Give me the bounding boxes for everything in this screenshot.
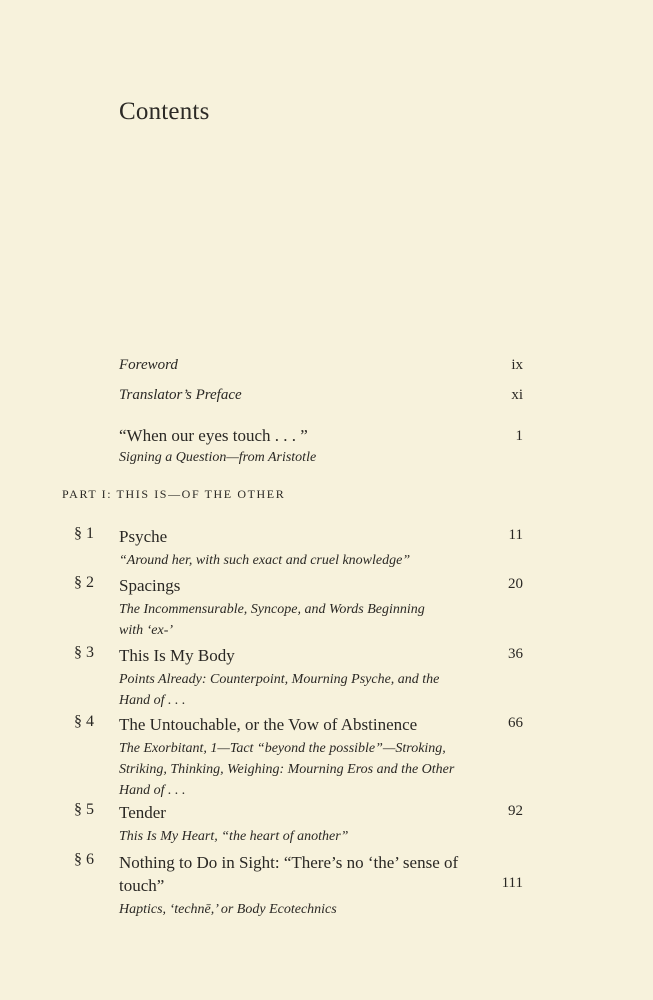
toc-entry-title: Foreword [119, 357, 178, 373]
section-number: § 3 [74, 644, 94, 661]
toc-page-number: 1 [515, 428, 523, 444]
toc-entry-title: Tender [119, 803, 166, 822]
part-heading: PART I: THIS IS—OF THE OTHER [62, 487, 286, 501]
toc-entry-subtitle: The Incommensurable, Syncope, and Words Beginning with ‘ex-’ [119, 602, 425, 638]
toc-page-number: xi [511, 387, 523, 403]
section-number: § 6 [74, 851, 94, 868]
toc-page-number: 20 [508, 576, 523, 592]
toc-page-number: 66 [508, 715, 523, 731]
toc-entry-subtitle: “Around her, with such exact and cruel knowledge” [119, 553, 411, 568]
toc-foreword [119, 357, 523, 374]
toc-page-number: 111 [501, 875, 523, 891]
section-number: § 1 [74, 525, 94, 542]
section-number: § 2 [74, 574, 94, 591]
toc-entry-subtitle: The Exorbitant, 1—Tact “beyond the possible”—Stroking, Striking, Thinking, Weighing: Mourning Eros and the Other Hand of . . . [119, 741, 455, 798]
toc-entry-title: Translator’s Preface [119, 387, 242, 403]
toc-translators-preface [119, 387, 523, 404]
section-number: § 5 [74, 801, 94, 818]
toc-page-number: ix [511, 357, 523, 373]
toc-page-number: 36 [508, 646, 523, 662]
toc-entry-subtitle: Signing a Question—from Aristotle [119, 450, 317, 465]
toc-entry-title: The Untouchable, or the Vow of Abstinence [119, 715, 418, 734]
toc-entry-subtitle: This Is My Heart, “the heart of another” [119, 829, 349, 844]
toc-entry-title: This Is My Body [119, 646, 235, 665]
toc-entry-subtitle: Points Already: Counterpoint, Mourning Psyche, and the Hand of . . . [119, 672, 440, 708]
toc-entry-title: Nothing to Do in Sight: “There’s no ‘the’ sense of touch” [119, 853, 459, 895]
toc-entry-subtitle: Haptics, ‘technē,’ or Body Ecotechnics [119, 902, 337, 917]
toc-entry-title: Psyche [119, 527, 168, 546]
toc-entry-title: “When our eyes touch . . . ” [119, 426, 308, 445]
toc-page-number: 92 [508, 803, 523, 819]
toc-entry-title: Spacings [119, 576, 181, 595]
page-title: Contents [119, 98, 210, 125]
toc-intro [119, 426, 523, 468]
section-number: § 4 [74, 713, 94, 730]
toc-page-number: 11 [508, 527, 523, 543]
